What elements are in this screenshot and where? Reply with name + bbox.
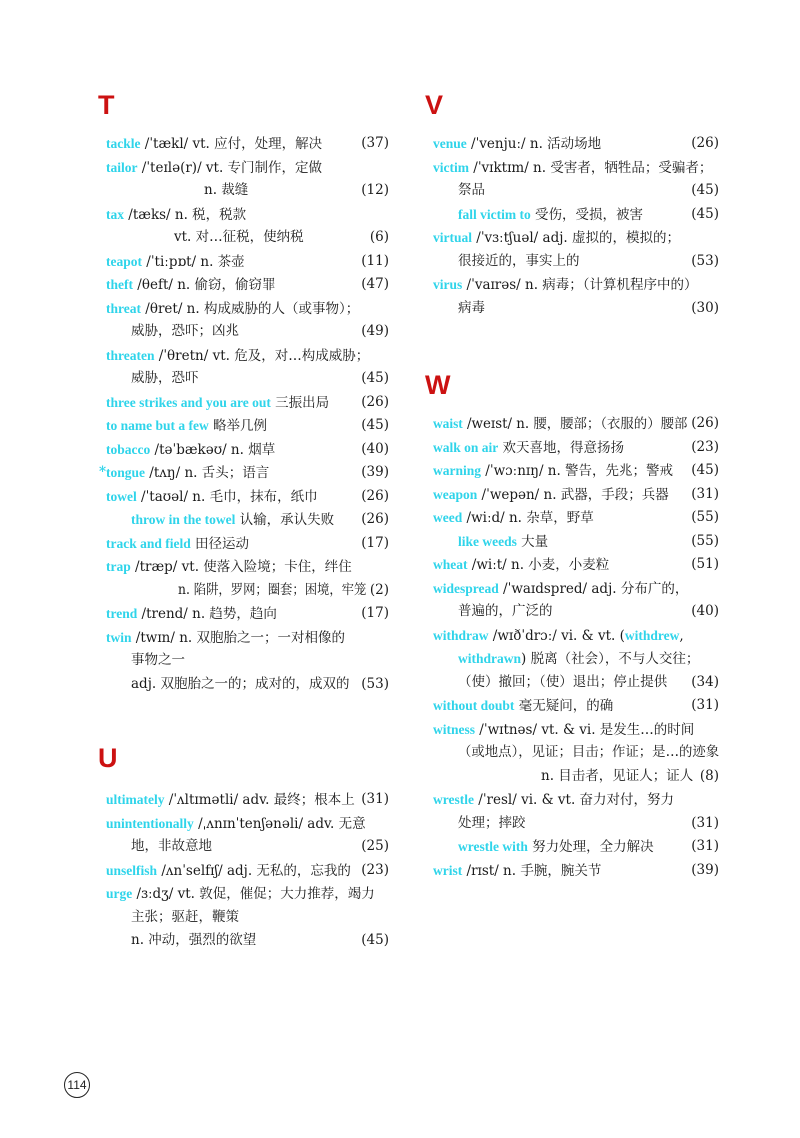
entry-text [106,132,322,157]
entry-text [458,250,580,274]
page-reference: (45) [691,205,719,222]
definition-text: /weɪst/ n. 腰，腰部；（衣服的）腰部 [462,416,688,432]
definition-text: /ˌʌnɪnˈtenʃənəli/ adv. 无意 [193,815,366,832]
entry-line [433,812,719,836]
entry-line [106,882,389,906]
definition-text: 威胁，恐吓；凶兆 [131,323,239,339]
definition-text: /ˈresl/ vi. & vt. 奋力对付，努力 [473,792,675,808]
definition-text: /ɜːdʒ/ vt. 敦促，催促；大力推荐，竭力 [132,886,375,902]
page-reference: (31) [691,838,719,854]
definition-text: /tæks/ n. 税，税款 [124,206,247,223]
entry-text [106,859,351,884]
page-reference: (26) [361,393,389,410]
definition-text: /wiːd/ n. 杂草，野草 [462,510,594,526]
definition-text: 毫无疑问，的确 [514,698,614,714]
definition-text: /ˈvenjuː/ n. 活动场地 [466,136,602,152]
definition-text: n. 陷阱，罗网；圈套；困境，牢笼 [178,581,367,598]
headword: wrestle with [458,839,528,854]
entry-line [433,859,719,883]
page-reference: (17) [361,534,389,551]
page-reference: (39) [691,861,719,878]
entry-text [131,320,239,344]
page-reference: (53) [691,252,719,269]
headword: threat [106,300,141,316]
entry-line [106,859,389,883]
definition-text: 祭品 [458,182,485,198]
headword: unselfish [106,862,158,878]
definition-text: （使）撤回；（使）退出；停止提供 [458,673,668,690]
page-reference: (39) [361,464,389,480]
headword: tackle [106,136,141,151]
definition-text: , [679,627,684,644]
entry-line [433,741,719,765]
entry-text [131,835,212,859]
entry-line [433,835,719,859]
page-reference: (11) [361,252,389,269]
entry-text [131,649,185,673]
entry-text [131,367,199,391]
entry-line [106,532,389,556]
entry-text [131,929,256,953]
headword: throw in the towel [131,512,236,527]
definition-text: /ˈwɔːnɪŋ/ n. 警告，先兆；警戒 [481,463,674,479]
section-u-entries [106,788,389,953]
entry-text [178,579,366,603]
definition-text: （或地点），见证；目击；作证；是…的迹象 [458,744,720,760]
entry-line [106,179,389,203]
definition-text: /ˈθretn/ vt. 危及，对…构成威胁； [154,347,370,364]
entry-line [433,226,719,250]
page-reference: (40) [691,603,719,619]
entry-line [433,718,719,742]
page-reference: (23) [361,861,389,878]
entry-text [106,414,267,439]
page-reference: (2) [369,581,389,598]
entry-text [433,694,613,719]
definition-text: /tʌŋ/ n. 舌头；语言 [145,465,270,481]
page-number-badge: 114 [64,1072,90,1098]
section-w-entries [433,412,719,882]
headword: withdraw [433,627,489,643]
headword: waist [433,416,463,431]
entry-line [433,671,719,695]
entry-text [106,344,369,369]
entry-text [458,812,526,836]
entry-line [106,929,389,953]
entry-line [433,647,719,671]
section-letter-t: T [98,90,115,120]
definition-text: /ˈvaɪrəs/ n. 病毒；（计算机程序中的） [462,277,698,293]
definition-text: 田径运动 [190,535,250,552]
entry-line [433,273,719,297]
headword: like weeds [458,533,517,549]
page-reference: (30) [691,299,719,316]
headword: tongue [106,465,146,480]
entry-text [458,647,699,672]
definition-text: adj. 双胞胎之一的；成对的，成双的 [131,675,350,692]
entry-text [106,602,277,627]
headword: venue [433,136,467,151]
entry-line [99,461,389,485]
definition-text: 威胁，恐吓 [131,370,199,386]
definition-text: 地，非故意地 [131,838,212,854]
entry-text [433,273,698,298]
definition-text: /θeft/ n. 偷窃，偷窃罪 [133,277,276,293]
page-reference: (8) [699,767,719,784]
headword: urge [106,886,133,901]
headword: warning [433,463,482,478]
definition-text: vt. 对…征税，使纳税 [174,229,304,245]
headword: tobacco [106,441,151,457]
definition-text: 主张；驱赶，鞭策 [131,908,239,925]
entry-line [106,555,389,579]
page-reference: (31) [691,697,719,713]
headword: teapot [106,253,142,269]
entry-text [433,624,684,649]
entry-line [106,626,389,650]
entry-line [433,132,719,156]
section-t-entries [99,132,389,696]
definition-text: 三振出局 [270,394,330,411]
entry-text [174,226,304,250]
definition-text: 认输，承认失败 [235,512,335,528]
entry-line [433,553,719,577]
entry-line [106,297,389,321]
entry-line [433,459,719,483]
entry-text [458,530,548,555]
entry-text [458,835,654,860]
page-reference: (49) [361,323,389,339]
headword: without doubt [433,698,515,713]
entry-text [106,297,359,322]
entry-text [106,438,275,463]
page-reference: (34) [691,673,719,690]
entry-text [458,671,667,695]
page-reference: (45) [691,182,719,198]
entry-text [106,250,245,275]
definition-text: /ˈʌltɪmətli/ adv. 最终；根本上 [164,792,355,808]
entry-text [433,226,680,251]
definition-text: 努力处理，全力解决 [527,839,654,855]
entry-line [433,179,719,203]
page-reference: (37) [361,135,389,151]
definition-text: /ˈtækl/ vt. 应付，处理，解决 [140,136,323,152]
entry-text [106,555,352,580]
entry-text [433,156,712,181]
definition-text: /trend/ n. 趋势，趋向 [137,606,277,622]
entry-text [106,391,329,416]
entry-line [106,438,389,462]
entry-line [106,414,389,438]
page-reference: (53) [361,675,389,692]
definition-text: /ˈwepən/ n. 武器，手段；兵器 [477,486,669,503]
definition-text: /wɪðˈdrɔː/ vi. & vt. ( [488,627,625,644]
entry-line [433,765,719,789]
headword: wheat [433,557,468,572]
page-reference: (40) [361,440,389,457]
page-reference: (45) [361,417,389,433]
entry-line [433,203,719,227]
key-word-marker: * [99,464,107,480]
definition-text: /ˈtaʊəl/ n. 毛巾，抹布，纸巾 [136,488,318,505]
definition-text: /ʌnˈselfɪʃ/ adj. 无私的，忘我的 [157,862,351,879]
entry-text [433,483,669,508]
entry-line [433,412,719,436]
entry-line [106,649,389,673]
entry-line [106,250,389,274]
definition-text: /təˈbækəʊ/ n. 烟草 [150,441,276,458]
entry-line [106,579,389,603]
definition-text: /ˈvɪktɪm/ n. 受害者，牺牲品；受骗者； [469,159,713,176]
page-reference: (45) [361,932,389,948]
definition-text: /ˈwaɪdspred/ adj. 分布广的， [498,580,689,597]
page-reference: (23) [691,438,719,455]
definition-text: 普遍的，广泛的 [458,603,553,619]
headword: trap [106,559,131,574]
headword: wrist [433,862,463,878]
page-reference: (55) [691,509,719,525]
entry-text [433,436,624,461]
entry-text [131,673,349,697]
headword: towel [106,488,137,504]
headword: withdrawn [458,651,522,666]
entry-line [106,788,389,812]
definition-text: ) 脱离（社会），不与人交往； [521,651,700,667]
definition-text: /træp/ vt. 使落入险境；卡住，绊住 [130,559,352,575]
headword: weed [433,510,463,525]
definition-text: n. 裁缝 [204,182,249,198]
page-reference: (26) [361,511,389,527]
entry-line [433,530,719,554]
entry-text [433,577,688,602]
entry-line [106,906,389,930]
section-letter-v: V [425,90,444,120]
entry-text [433,788,674,813]
definition-text: 处理；摔跤 [458,814,526,831]
page-reference: (31) [361,791,389,807]
entry-text [458,297,485,321]
section-letter-u: U [98,743,118,773]
entry-text [106,626,345,651]
entry-text [433,412,687,437]
page-reference: (51) [691,556,719,572]
entry-line [106,391,389,415]
definition-text: /ˈtiːpɒt/ n. 茶壶 [142,253,245,270]
headword: tailor [106,159,138,175]
entry-line [106,273,389,297]
entry-line [433,483,719,507]
entry-line [106,367,389,391]
entry-text [106,203,246,228]
entry-line [106,344,389,368]
entry-line [106,203,389,227]
definition-text: 受伤，受损，被害 [530,206,644,223]
definition-text: /twɪn/ n. 双胞胎之一；一对相像的 [131,629,345,646]
entry-text [106,532,249,557]
entry-line [433,788,719,812]
entry-line [106,508,389,532]
definition-text: /ˈvɜːtʃuəl/ adj. 虚拟的，模拟的； [472,230,680,246]
page-reference: (47) [361,276,389,292]
definition-text: 欢天喜地，得意扬扬 [498,439,625,456]
headword-form: withdrew [624,627,680,643]
page-reference: (25) [361,838,389,854]
entry-text [106,273,276,298]
section-letter-w: W [425,370,451,400]
entry-text [106,788,355,813]
definition-text: n. 目击者，见证人；证人 [541,767,694,784]
entry-text [204,179,248,203]
headword: wrestle [433,792,474,807]
headword: walk on air [433,439,499,455]
entry-line [433,600,719,624]
entry-line [433,624,719,648]
headword: witness [433,721,476,737]
entry-line [106,485,389,509]
page-reference: (26) [691,415,719,431]
headword: weapon [433,486,478,502]
headword: theft [106,277,133,292]
page-reference: (6) [369,229,389,245]
entry-line [106,132,389,156]
page-reference: (31) [691,485,719,502]
headword: fall victim to [458,206,531,222]
entry-text [433,459,673,484]
entry-text [433,859,601,884]
definition-text: 大量 [516,533,549,550]
headword: virus [433,277,463,292]
headword: tax [106,206,124,222]
entry-text [541,765,693,789]
entry-line [106,156,389,180]
headword: twin [106,629,132,645]
entry-line [433,250,719,274]
headword: unintentionally [106,815,194,831]
entry-line [433,694,719,718]
entry-line [433,506,719,530]
headword: track and field [106,535,191,551]
entry-text [433,506,594,531]
entry-line [433,577,719,601]
entry-line [106,835,389,859]
definition-text: /ˈteɪlə(r)/ vt. 专门制作，定做 [137,159,323,176]
headword: to name but a few [106,418,209,433]
section-v-entries [433,132,719,320]
headword: ultimately [106,792,165,807]
entry-line [433,297,719,321]
entry-text [106,812,366,837]
headword: trend [106,606,138,621]
definition-text: /rɪst/ n. 手腕，腕关节 [462,862,602,879]
entry-line [106,320,389,344]
entry-text [106,461,269,486]
entry-text [458,203,643,228]
page-reference: (31) [691,814,719,831]
entry-text [458,179,485,203]
entry-line [106,673,389,697]
entry-line [106,226,389,250]
entry-text [458,741,719,765]
definition-text: /wiːt/ n. 小麦，小麦粒 [467,557,610,573]
page-reference: (45) [691,462,719,478]
page-reference: (17) [361,605,389,621]
entry-text [433,553,609,578]
page-reference: (26) [361,487,389,504]
entry-text [433,718,694,743]
entry-text [106,485,318,510]
entry-text [106,882,375,907]
definition-text: n. 冲动，强烈的欲望 [131,932,257,948]
headword: widespread [433,580,499,596]
headword: threaten [106,347,155,363]
definition-text: /ˈwɪtnəs/ vt. & vi. 是发生…的时间 [475,721,695,738]
headword: victim [433,159,469,175]
entry-text [131,906,239,930]
entry-line [106,602,389,626]
entry-line [433,156,719,180]
definition-text: 很接近的，事实上的 [458,252,580,269]
entry-text [106,156,322,181]
entry-line [433,436,719,460]
entry-line [106,812,389,836]
headword: virtual [433,230,472,245]
page-reference: (26) [691,135,719,151]
definition-text: 略举几例 [208,418,268,434]
page-reference: (45) [361,370,389,386]
entry-text [458,600,553,624]
definition-text: 事物之一 [131,652,185,668]
page-reference: (55) [691,532,719,549]
definition-text: /θret/ n. 构成威胁的人（或事物）； [141,300,360,317]
entry-text [433,132,601,157]
entry-text [131,508,334,533]
headword: three strikes and you are out [106,394,271,410]
page-reference: (12) [361,182,389,198]
definition-text: 病毒 [458,299,485,316]
